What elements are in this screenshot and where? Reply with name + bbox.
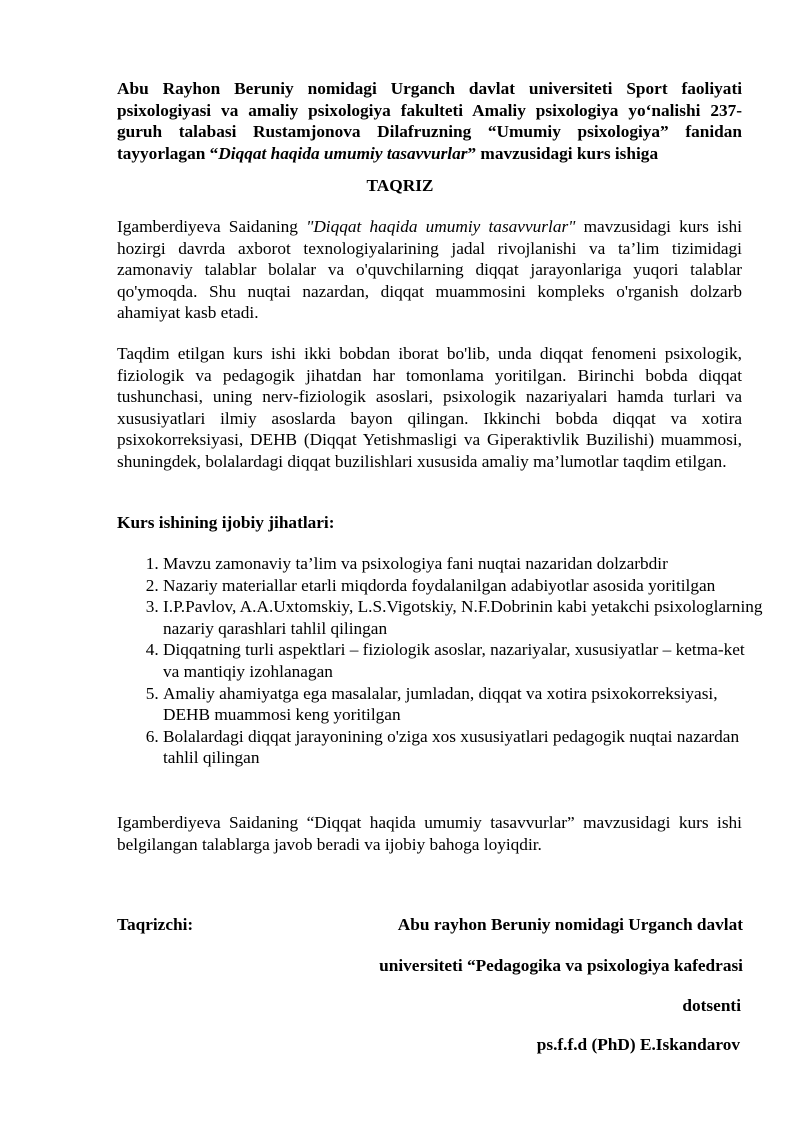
reviewer-affiliation-line1: Abu rayhon Beruniy nomidagi Urganch davlat (397, 915, 743, 934)
reviewer-name: ps.f.f.d (PhD) E.Iskandarov (536, 1035, 740, 1054)
positives-list (117, 553, 763, 769)
document-title: TAQRIZ (366, 176, 434, 195)
summary-paragraph: Taqdim etilgan kurs ishi ikki bobdan iborat bo'lib, unda diqqat fenomeni psixologik, fiziologik va pedagogik jihatdan har tomonlama yoritilgan. Birinchi bobda diqqat tushunchasi, uning nerv-fiziologik asoslari, psixologik nazariyalari hamda turlari va xususiyatlari ilmiy asoslarda bayon qilingan. Ikkinchi bobda diqqat va xotira psixokorreksiyasi, DEHB (Diqqat Yetishmasligi va Giperaktivlik Buzilishi) muammosi, shuningdek, bolalardagi diqqat buzilishlari xususida amaliy ma’lumotlar taqdim etilgan. (117, 344, 742, 471)
document-heading (117, 78, 742, 164)
list-item: 3. I.P.Pavlov, A.A.Uxtomskiy, L.S.Vigotskiy, N.F.Dobrinin kabi yetakchi psixologlarning nazariy qarashlari tahlil qilingan (163, 596, 763, 639)
intro-topic: "Diqqat haqida umumiy tasavvurlar" (306, 217, 576, 236)
reviewer-affiliation-line2: universiteti “Pedagogika va psixologiya kafedrasi (379, 956, 743, 975)
intro-paragraph (117, 216, 742, 324)
list-item: 6. Bolalardagi diqqat jarayonining o'ziga xos xususiyatlari pedagogik nuqtai nazardan tahlil qilingan (163, 726, 763, 769)
conclusion-paragraph: Igamberdiyeva Saidaning “Diqqat haqida umumiy tasavvurlar” mavzusidagi kurs ishi belgilangan talablarga javob beradi va ijobiy bahoga loyiqdir. (117, 813, 742, 854)
intro-text: Igamberdiyeva Saidaning (117, 217, 307, 236)
list-item: 5. Amaliy ahamiyatga ega masalalar, jumladan, diqqat va xotira psixokorreksiyasi, DEHB muammosi keng yoritilgan (163, 683, 763, 726)
list-item: 2. Nazariy materiallar etarli miqdorda foydalanilgan adabiyotlar asosida yoritilgan (163, 575, 763, 597)
heading-text-end: ” mavzusidagi kurs ishiga (467, 143, 659, 163)
list-item: 1. Mavzu zamonaviy ta’lim va psixologiya fani nuqtai nazaridan dolzarbdir (163, 553, 763, 575)
intro-text-end: mavzusidagi kurs ishi hozirgi davrda axborot texnologiyalarining jadal rivojlanishi va ta’lim tizimidagi zamonaviy talablar bolalar va o'quvchilarning diqqat jarayonlariga yuqori talablar qo'ymoqda. Shu nuqtai nazardan, diqqat muammosini kompleks o'rganish dolzarb ahamiyat kasb etadi. (117, 217, 742, 323)
list-item: 4. Diqqatning turli aspektlari – fiziologik asoslar, nazariyalar, xususiyatlar – ketma-ket va mantiqiy izohlanagan (163, 639, 763, 682)
heading-text: Abu Rayhon Beruniy nomidagi Urganch davlat universiteti Sport faoliyati psixologiyasi va amaliy psixologiya fakulteti Amaliy psixologiya yo‘nalishi 237-guruh talabasi Rustamjonova Dilafruzning “Umumiy psixologiya” fanidan tayyorlagan “ (117, 79, 742, 163)
reviewer-position: dotsenti (682, 996, 741, 1015)
reviewer-label: Taqrizchi: (117, 915, 194, 934)
heading-topic: Diqqat haqida umumiy tasavvurlar (218, 143, 468, 163)
positives-heading: Kurs ishining ijobiy jihatlari: (117, 513, 335, 532)
